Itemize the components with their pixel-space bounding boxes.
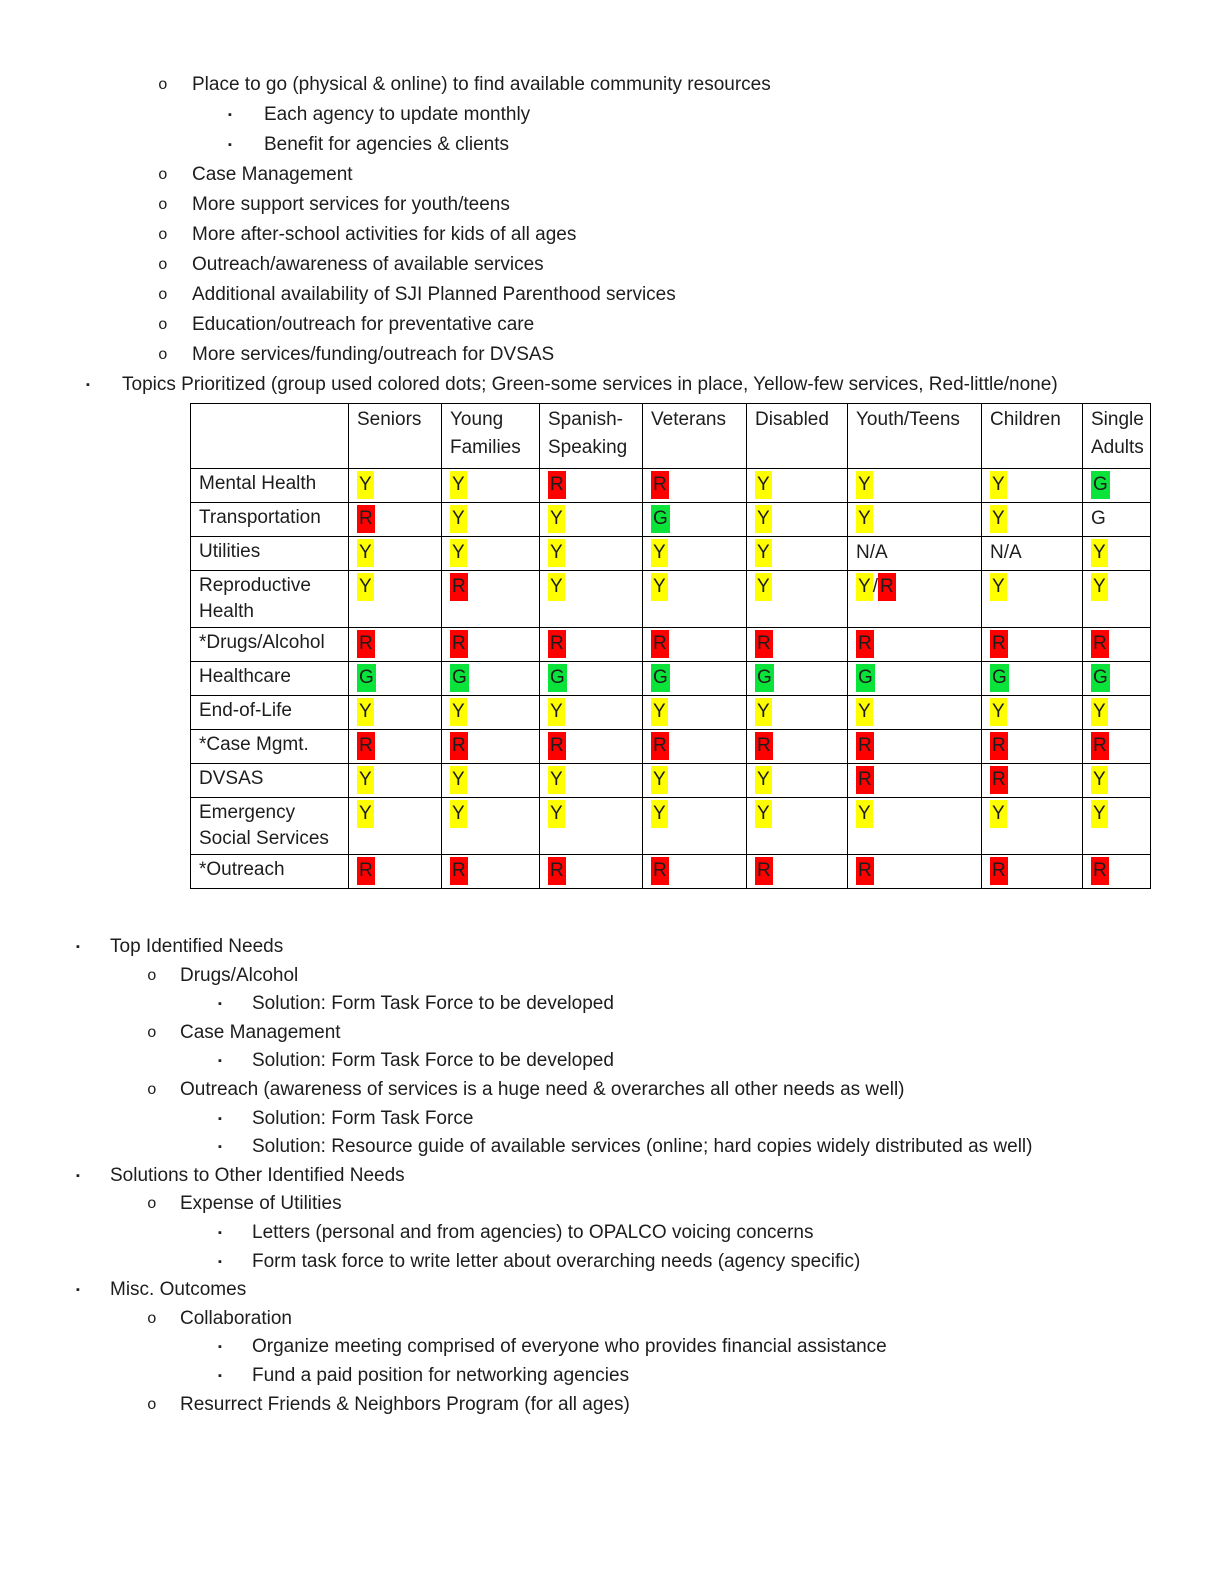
- list-item-text: Organize meeting comprised of everyone who provides financial assistance: [252, 1336, 887, 1358]
- circle-bullet-icon: o: [147, 1195, 157, 1214]
- list-item-text: Outreach/awareness of available services: [192, 254, 544, 275]
- highlighted-rating: Y: [856, 573, 873, 601]
- table-row: [191, 855, 1151, 889]
- highlighted-rating: Y: [856, 471, 873, 499]
- rating-cell: [540, 537, 643, 571]
- highlighted-rating: Y: [548, 573, 565, 601]
- circle-bullet-icon: o: [147, 1395, 157, 1414]
- rating-cell: [1083, 696, 1151, 730]
- rating-cell: [982, 855, 1083, 889]
- table-row: [191, 730, 1151, 764]
- highlighted-rating: R: [651, 732, 669, 760]
- highlighted-rating: R: [1091, 857, 1109, 885]
- highlighted-rating: Y: [450, 505, 467, 533]
- highlighted-rating: R: [856, 857, 874, 885]
- list-item-text: Resurrect Friends & Neighbors Program (for all ages): [180, 1393, 630, 1415]
- list-item: [0, 310, 1224, 340]
- rating-text: G: [1091, 508, 1106, 529]
- row-label: End-of-Life: [191, 696, 349, 730]
- highlighted-rating: G: [651, 664, 670, 692]
- list-item: [0, 1276, 1224, 1305]
- row-label: Healthcare: [191, 662, 349, 696]
- highlighted-rating: G: [450, 664, 469, 692]
- rating-cell: [848, 696, 982, 730]
- rating-cell: [982, 537, 1083, 571]
- highlighted-rating: R: [755, 732, 773, 760]
- row-label: Mental Health: [191, 469, 349, 503]
- list-item: [0, 1190, 1224, 1219]
- row-label: *Drugs/Alcohol: [191, 628, 349, 662]
- list-item-text: Education/outreach for preventative care: [192, 314, 535, 335]
- rating-cell: [848, 855, 982, 889]
- list-item-text: More support services for youth/teens: [192, 194, 510, 215]
- highlighted-rating: G: [1091, 664, 1110, 692]
- rating-cell: [848, 537, 982, 571]
- highlighted-rating: Y: [357, 800, 374, 828]
- circle-bullet-icon: o: [158, 256, 168, 274]
- rating-cell: [643, 537, 747, 571]
- rating-cell: [349, 503, 442, 537]
- square-bullet-icon: ▪: [228, 139, 232, 151]
- rating-cell: [747, 628, 848, 662]
- square-bullet-icon: ▪: [218, 1141, 222, 1154]
- highlighted-rating: R: [450, 732, 468, 760]
- list-item: [0, 1133, 1224, 1162]
- circle-bullet-icon: o: [147, 1080, 157, 1099]
- list-item-text: Misc. Outcomes: [110, 1279, 247, 1301]
- highlighted-rating: Y: [450, 766, 467, 794]
- highlighted-rating: R: [450, 630, 468, 658]
- highlighted-rating: Y: [1091, 573, 1108, 601]
- list-item-text: Top Identified Needs: [110, 936, 284, 957]
- highlighted-rating: G: [1091, 471, 1110, 499]
- highlighted-rating: R: [651, 471, 669, 499]
- list-item: [0, 340, 1224, 370]
- table-row: [191, 662, 1151, 696]
- rating-cell: [982, 730, 1083, 764]
- rating-cell: [540, 571, 643, 628]
- list-item: [0, 1391, 1224, 1420]
- table-row: [191, 798, 1151, 855]
- highlighted-rating: G: [548, 664, 567, 692]
- rating-cell: [643, 798, 747, 855]
- highlighted-rating: Y: [651, 539, 668, 567]
- rating-cell: [643, 469, 747, 503]
- circle-bullet-icon: o: [158, 196, 168, 214]
- rating-cell: [982, 662, 1083, 696]
- list-item-text: Fund a paid position for networking agencies: [252, 1364, 630, 1386]
- square-bullet-icon: ▪: [218, 1112, 222, 1125]
- table-section-heading-item: [0, 370, 1224, 400]
- highlighted-rating: R: [548, 732, 566, 760]
- table-row: [191, 537, 1151, 571]
- square-bullet-icon: ▪: [76, 1284, 80, 1297]
- list-item-text: Case Management: [180, 1021, 341, 1043]
- highlighted-rating: R: [651, 630, 669, 658]
- highlighted-rating: G: [651, 505, 670, 533]
- list-item: [0, 1333, 1224, 1362]
- list-item: [0, 1305, 1224, 1334]
- highlighted-rating: Y: [450, 471, 467, 499]
- bottom-bullet-list: [0, 933, 1224, 1419]
- highlighted-rating: R: [990, 732, 1008, 760]
- list-item: [0, 990, 1224, 1019]
- rating-cell: [1083, 503, 1151, 537]
- highlighted-rating: Y: [357, 539, 374, 567]
- highlighted-rating: Y: [990, 698, 1007, 726]
- rating-cell: [747, 696, 848, 730]
- list-item: [0, 1162, 1224, 1191]
- square-bullet-icon: ▪: [218, 1226, 222, 1239]
- list-item: [0, 70, 1224, 100]
- list-item-text: Letters (personal and from agencies) to OPALCO voicing concerns: [252, 1221, 814, 1243]
- rating-cell: [540, 798, 643, 855]
- list-item-text: Benefit for agencies & clients: [264, 134, 510, 155]
- highlighted-rating: Y: [548, 505, 565, 533]
- highlighted-rating: Y: [357, 698, 374, 726]
- rating-cell: [349, 764, 442, 798]
- column-header: Veterans: [643, 404, 747, 469]
- list-item-text: Expense of Utilities: [180, 1193, 342, 1215]
- list-item-text: Solution: Form Task Force to be developed: [252, 993, 614, 1015]
- square-bullet-icon: ▪: [218, 998, 222, 1011]
- highlighted-rating: R: [990, 766, 1008, 794]
- rating-cell: [643, 696, 747, 730]
- rating-cell: [442, 764, 540, 798]
- table-row: [191, 571, 1151, 628]
- circle-bullet-icon: o: [158, 346, 168, 364]
- highlighted-rating: Y: [357, 573, 374, 601]
- rating-cell: [349, 469, 442, 503]
- list-item: [0, 130, 1224, 160]
- column-header: Children: [982, 404, 1083, 469]
- table-row: [191, 764, 1151, 798]
- highlighted-rating: Y: [548, 766, 565, 794]
- row-label: Utilities: [191, 537, 349, 571]
- circle-bullet-icon: o: [158, 286, 168, 304]
- highlighted-rating: Y: [1091, 766, 1108, 794]
- rating-cell: [1083, 855, 1151, 889]
- list-item-text: Solution: Form Task Force: [252, 1107, 474, 1129]
- rating-cell: [349, 662, 442, 696]
- highlighted-rating: R: [878, 573, 896, 601]
- highlighted-rating: Y: [755, 471, 772, 499]
- topics-prioritized-table: [190, 403, 1151, 889]
- rating-cell: [848, 571, 982, 628]
- rating-cell: [747, 571, 848, 628]
- highlighted-rating: G: [856, 664, 875, 692]
- rating-cell: [747, 503, 848, 537]
- rating-cell: [643, 503, 747, 537]
- list-item-text: More after-school activities for kids of all ages: [192, 224, 577, 245]
- rating-cell: [349, 855, 442, 889]
- highlighted-rating: Y: [755, 573, 772, 601]
- highlighted-rating: Y: [990, 800, 1007, 828]
- rating-cell: [1083, 798, 1151, 855]
- rating-cell: [1083, 571, 1151, 628]
- list-item: [0, 100, 1224, 130]
- square-bullet-icon: ▪: [76, 941, 80, 953]
- rating-cell: [982, 696, 1083, 730]
- rating-cell: [442, 798, 540, 855]
- rating-cell: [982, 469, 1083, 503]
- column-header-blank: [191, 404, 349, 469]
- list-item-text: Outreach (awareness of services is a huge need & overarches all other needs as well): [180, 1078, 905, 1100]
- list-item-text: Each agency to update monthly: [264, 104, 531, 125]
- highlighted-rating: R: [450, 573, 468, 601]
- square-bullet-icon: ▪: [218, 1369, 222, 1382]
- highlighted-rating: R: [990, 630, 1008, 658]
- list-item-text: Place to go (physical & online) to find available community resources: [192, 74, 771, 95]
- rating-cell: [540, 764, 643, 798]
- rating-cell: [982, 628, 1083, 662]
- rating-cell: [442, 503, 540, 537]
- highlighted-rating: Y: [450, 539, 467, 567]
- square-bullet-icon: ▪: [76, 1169, 80, 1182]
- list-item: [0, 1248, 1224, 1277]
- highlighted-rating: Y: [755, 698, 772, 726]
- rating-cell: [540, 730, 643, 764]
- rating-cell: [848, 730, 982, 764]
- list-item: [0, 1076, 1224, 1105]
- table-row: [191, 628, 1151, 662]
- highlighted-rating: Y: [755, 539, 772, 567]
- column-header: Seniors: [349, 404, 442, 469]
- column-header: Single Adults: [1083, 404, 1151, 469]
- rating-cell: [540, 696, 643, 730]
- table-row: [191, 469, 1151, 503]
- highlighted-rating: R: [856, 630, 874, 658]
- rating-cell: [442, 571, 540, 628]
- rating-cell: [747, 537, 848, 571]
- list-item: [0, 250, 1224, 280]
- rating-cell: [982, 503, 1083, 537]
- rating-text: /: [872, 576, 878, 597]
- rating-cell: [848, 503, 982, 537]
- rating-cell: [442, 537, 540, 571]
- highlighted-rating: Y: [755, 505, 772, 533]
- list-item: [0, 1019, 1224, 1048]
- highlighted-rating: R: [450, 857, 468, 885]
- list-item: [0, 190, 1224, 220]
- highlighted-rating: G: [990, 664, 1009, 692]
- highlighted-rating: R: [1091, 732, 1109, 760]
- row-label: Emergency Social Services: [191, 798, 349, 855]
- highlighted-rating: R: [548, 471, 566, 499]
- circle-bullet-icon: o: [147, 1023, 157, 1042]
- highlighted-rating: R: [357, 505, 375, 533]
- rating-cell: [442, 855, 540, 889]
- list-item-text: Solution: Form Task Force to be developed: [252, 1050, 614, 1072]
- rating-cell: [643, 628, 747, 662]
- highlighted-rating: R: [856, 766, 874, 794]
- rating-cell: [540, 469, 643, 503]
- list-item-text: Solutions to Other Identified Needs: [110, 1164, 405, 1186]
- rating-cell: [442, 469, 540, 503]
- highlighted-rating: Y: [548, 800, 565, 828]
- table-section-heading: Topics Prioritized (group used colored dots; Green-some services in place, Yellow-few services, Red-little/none): [122, 374, 1058, 395]
- highlighted-rating: R: [548, 857, 566, 885]
- square-bullet-icon: ▪: [218, 1055, 222, 1068]
- square-bullet-icon: ▪: [218, 1341, 222, 1354]
- highlighted-rating: Y: [357, 766, 374, 794]
- table-header-row: [191, 404, 1151, 469]
- rating-cell: [442, 730, 540, 764]
- list-item: [0, 962, 1224, 991]
- list-item-text: Collaboration: [180, 1307, 292, 1329]
- rating-cell: [982, 571, 1083, 628]
- list-item-text: Form task force to write letter about overarching needs (agency specific): [252, 1250, 861, 1272]
- rating-cell: [747, 730, 848, 764]
- rating-cell: [349, 571, 442, 628]
- column-header: Young Families: [442, 404, 540, 469]
- circle-bullet-icon: o: [147, 966, 157, 985]
- row-label: *Case Mgmt.: [191, 730, 349, 764]
- highlighted-rating: R: [651, 857, 669, 885]
- rating-cell: [1083, 764, 1151, 798]
- rating-cell: [442, 696, 540, 730]
- square-bullet-icon: ▪: [218, 1255, 222, 1268]
- highlighted-rating: Y: [755, 766, 772, 794]
- highlighted-rating: Y: [990, 573, 1007, 601]
- rating-cell: [349, 798, 442, 855]
- rating-cell: [643, 571, 747, 628]
- highlighted-rating: R: [357, 630, 375, 658]
- rating-cell: [349, 537, 442, 571]
- highlighted-rating: Y: [450, 698, 467, 726]
- rating-cell: [848, 628, 982, 662]
- rating-cell: [1083, 537, 1151, 571]
- rating-cell: [540, 503, 643, 537]
- circle-bullet-icon: o: [147, 1309, 157, 1328]
- highlighted-rating: Y: [548, 539, 565, 567]
- highlighted-rating: G: [357, 664, 376, 692]
- list-item: [0, 280, 1224, 310]
- list-item: [0, 1362, 1224, 1391]
- highlighted-rating: R: [755, 857, 773, 885]
- rating-cell: [442, 628, 540, 662]
- rating-cell: [643, 764, 747, 798]
- rating-text: N/A: [990, 542, 1022, 563]
- rating-cell: [540, 855, 643, 889]
- row-label: Transportation: [191, 503, 349, 537]
- list-item-text: More services/funding/outreach for DVSAS: [192, 344, 555, 365]
- rating-cell: [1083, 469, 1151, 503]
- highlighted-rating: Y: [856, 698, 873, 726]
- row-label: *Outreach: [191, 855, 349, 889]
- rating-cell: [848, 798, 982, 855]
- highlighted-rating: R: [990, 857, 1008, 885]
- list-item: [0, 1047, 1224, 1076]
- list-item-text: Additional availability of SJI Planned Parenthood services: [192, 284, 676, 305]
- list-item-text: Drugs/Alcohol: [180, 964, 299, 986]
- rating-cell: [349, 696, 442, 730]
- highlighted-rating: Y: [856, 800, 873, 828]
- list-item: [0, 160, 1224, 190]
- table-row: [191, 696, 1151, 730]
- rating-cell: [442, 662, 540, 696]
- list-item: [0, 1219, 1224, 1248]
- list-item: [0, 220, 1224, 250]
- highlighted-rating: Y: [357, 471, 374, 499]
- rating-cell: [1083, 730, 1151, 764]
- highlighted-rating: Y: [1091, 800, 1108, 828]
- rating-cell: [982, 764, 1083, 798]
- square-bullet-icon: ▪: [86, 379, 90, 391]
- circle-bullet-icon: o: [158, 226, 168, 244]
- rating-cell: [747, 764, 848, 798]
- rating-cell: [848, 662, 982, 696]
- rating-cell: [848, 764, 982, 798]
- table-row: [191, 503, 1151, 537]
- rating-cell: [643, 855, 747, 889]
- highlighted-rating: Y: [651, 698, 668, 726]
- list-item: [0, 933, 1224, 962]
- rating-cell: [540, 628, 643, 662]
- highlighted-rating: Y: [1091, 539, 1108, 567]
- list-item-text: Solution: Resource guide of available services (online; hard copies widely distributed as well): [252, 1136, 1033, 1158]
- highlighted-rating: Y: [651, 800, 668, 828]
- rating-cell: [747, 469, 848, 503]
- row-label: DVSAS: [191, 764, 349, 798]
- highlighted-rating: R: [548, 630, 566, 658]
- circle-bullet-icon: o: [158, 316, 168, 334]
- highlighted-rating: Y: [450, 800, 467, 828]
- rating-cell: [643, 730, 747, 764]
- rating-cell: [1083, 662, 1151, 696]
- circle-bullet-icon: o: [158, 166, 168, 184]
- highlighted-rating: R: [357, 857, 375, 885]
- rating-cell: [643, 662, 747, 696]
- highlighted-rating: R: [1091, 630, 1109, 658]
- highlighted-rating: R: [856, 732, 874, 760]
- highlighted-rating: Y: [548, 698, 565, 726]
- highlighted-rating: Y: [1091, 698, 1108, 726]
- rating-cell: [747, 798, 848, 855]
- list-item-text: Case Management: [192, 164, 353, 185]
- highlighted-rating: R: [357, 732, 375, 760]
- highlighted-rating: Y: [856, 505, 873, 533]
- rating-cell: [848, 469, 982, 503]
- highlighted-rating: Y: [755, 800, 772, 828]
- column-header: Youth/Teens: [848, 404, 982, 469]
- list-item: [0, 1105, 1224, 1134]
- highlighted-rating: R: [755, 630, 773, 658]
- highlighted-rating: Y: [651, 573, 668, 601]
- highlighted-rating: Y: [990, 505, 1007, 533]
- highlighted-rating: Y: [651, 766, 668, 794]
- rating-cell: [747, 855, 848, 889]
- rating-cell: [1083, 628, 1151, 662]
- top-bullet-list: [0, 0, 1224, 370]
- square-bullet-icon: ▪: [228, 109, 232, 121]
- rating-cell: [540, 662, 643, 696]
- column-header: Disabled: [747, 404, 848, 469]
- row-label: Reproductive Health: [191, 571, 349, 628]
- highlighted-rating: G: [755, 664, 774, 692]
- rating-cell: [982, 798, 1083, 855]
- rating-cell: [349, 730, 442, 764]
- column-header: Spanish-Speaking: [540, 404, 643, 469]
- rating-text: N/A: [856, 542, 888, 563]
- highlighted-rating: Y: [990, 471, 1007, 499]
- rating-cell: [349, 628, 442, 662]
- circle-bullet-icon: o: [158, 76, 168, 94]
- rating-cell: [747, 662, 848, 696]
